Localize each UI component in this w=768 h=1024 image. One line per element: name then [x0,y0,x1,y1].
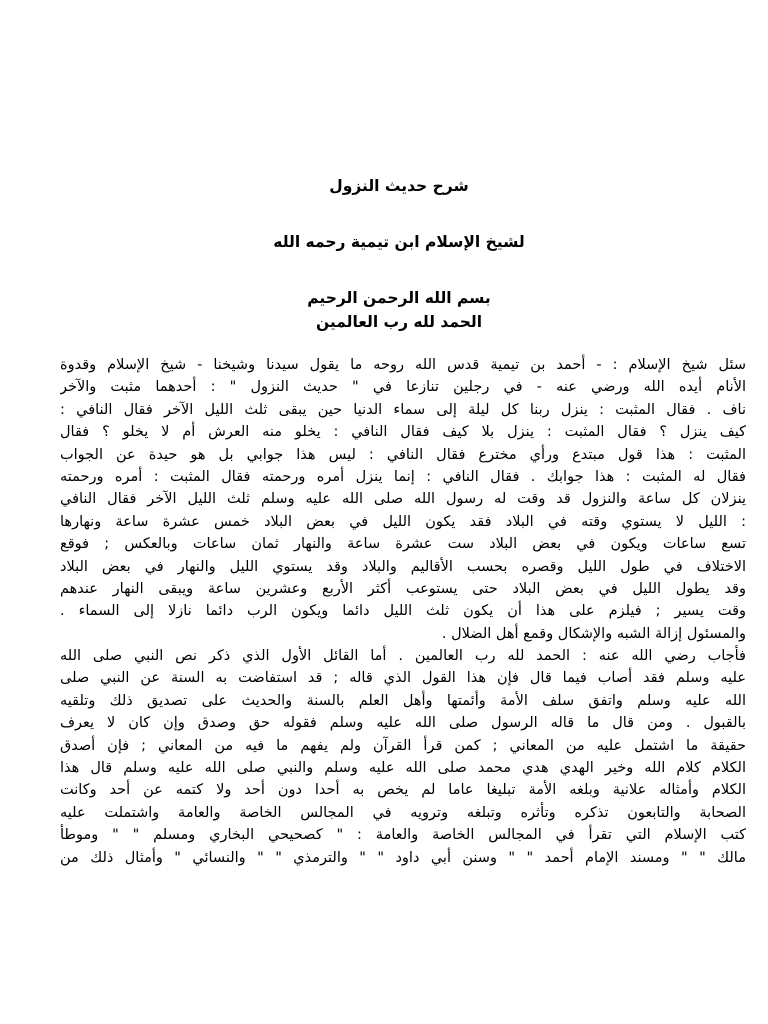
text-line: كتب الإسلام التي تقرأ في المجالس الخاصة والعامة : " كصحيحي البخاري ومسلم " " وموطأ [60,827,746,844]
text-line: حقيقة ما اشتمل عليه من المعاني ; كمن قرأ القرآن ولم يفهم ما فيه من المعاني ; فإن أصدق [60,737,746,754]
text-line: الأنام أيده الله ورضي عنه - في رجلين تنازعا في " حديث النزول " : أحدهما مثبت والآخر [60,379,746,396]
text-line: والمسئول إزالة الشبه والإشكال وقمع أهل الضلال . [441,625,746,642]
text-line: وقت يسير ; فيلزم على هذا أن يكون ثلث الليل دائما ويكون الرب دائما نازلا إلى السماء . [60,603,746,620]
text-line: ناف . فقال المثبت : ينزل ربنا كل ليلة إلى سماء الدنيا حين يبقى ثلث الليل الآخر فقال النافي : [60,401,746,418]
text-line: الله عليه وسلم واتفق سلف الأمة وأئمتها وأهل العلم بالسنة والحديث على تصديق ذلك وتلقيه [60,692,746,709]
hamdala: الحمد لله رب العالمين [315,313,483,331]
text-line: فقال له المثبت : هذا جوابك . فقال النافي : إنما ينزل أمره ورحمته فقال المثبت : أمره ورحمته [60,468,746,485]
body-text [60,354,746,869]
basmala: بسم الله الرحمن الرحيم [307,289,491,307]
author-line: لشيخ الإسلام ابن تيمية رحمه الله [273,233,525,251]
text-line: تسع ساعات ويكون في بعض البلاد ست عشرة ساعة والنهار ثمان ساعات وبالعكس ; فوقع [60,536,746,553]
text-line: فأجاب رضي الله عنه : الحمد لله رب العالمين . أما القائل الأول الذي ذكر نص النبي صلى الله [60,648,746,665]
text-line: كيف ينزل ؟ فقال المثبت : ينزل بلا كيف فقال النافي : يخلو منه العرش أم لا يخلو ؟ فقال [60,424,746,441]
text-line: الكلام وأمثاله علانية وبلغه الأمة تبليغا عاما لم يخص به أحدا دون أحد ولا كتمه عن أحد وكانت [60,782,746,799]
text-line: الكلام كلام الله وخير الهدي هدي محمد صلى الله عليه وسلم والنبي صلى الله عليه وسلم قال هذا [60,760,746,777]
text-line: عليه وسلم فقد أصاب فيما قال فإن هذا القول الذي قاله ; قد استفاضت به السنة عن النبي صلى [60,670,746,687]
text-line: ينزلان كل ساعة والنزول قد وقت له رسول الله صلى الله عليه وسلم ثلث الليل الآخر فقال النافي [60,491,746,508]
text-line: الصحابة والتابعون تذكره وتأثره وتبلغه وترويه في المجالس الخاصة والعامة واشتملت عليه [60,804,746,821]
text-line: : الليل لا يستوي وقته في البلاد فقد يكون الليل في بعض البلاد خمس عشرة ساعة ونهارها [60,513,746,530]
text-line: المثبت : هذا قول مبتدع ورأي مخترع فقال النافي : ليس هذا جوابي بل هو حيدة عن الجواب [60,446,746,463]
text-line: بالقبول . ومن قال ما قاله الرسول صلى الله عليه وسلم فقوله حق وصدق وإن كان لا يعرف [60,715,746,732]
text-line: سئل شيخ الإسلام : - أحمد بن تيمية قدس الله روحه ما يقول سيدنا وشيخنا - شيخ الإسلام وقدوة [60,357,746,373]
text-line: الاختلاف في طول الليل وقصره بحسب الأقاليم والبلاد وقد يستوي الليل والنهار في بعض البلاد [60,558,746,575]
text-line: مالك " " ومسند الإمام أحمد " " وسنن أبي داود " " والترمذي " " والنسائي " وأمثال ذلك من [60,849,746,866]
document-title: شرح حديث النزول [329,177,469,195]
text-line: وقد يطول الليل في بعض البلاد حتى يستوعب أكثر الأربع وعشرين ساعة ويبقى النهار عندهم [60,580,746,597]
